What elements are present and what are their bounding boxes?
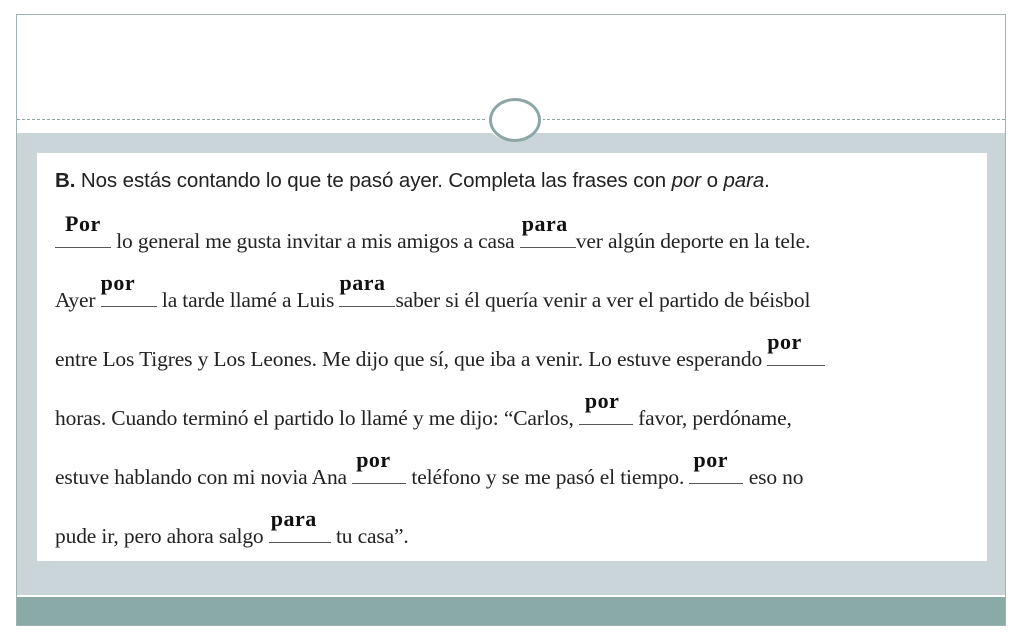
answer-blank-5[interactable] [767,329,825,366]
answer-2: para [521,211,568,236]
answer-6: por [584,388,620,413]
answer-blank-3[interactable] [100,270,157,307]
answer-7: por [356,447,391,472]
answer-4: para [339,270,386,295]
answer-5: por [767,329,802,354]
sentence-line-6: pude ir, pero ahora salgo para tu casa”. [55,506,409,548]
sentence-line-2: Ayer por la tarde llamé a Luis para saber si él quería venir a ver el partido de béisbol [55,270,811,312]
answer-blank-8[interactable] [689,447,743,484]
sentence-line-4: horas. Cuando terminó el partido lo llamé y me dijo: “Carlos, por favor, perdóname, [55,388,792,430]
answer-blank-6[interactable] [579,388,633,425]
slide [16,14,1006,626]
sentence-line-3: entre Los Tigres y Los Leones. Me dijo que sí, que iba a venir. Lo estuve esperando por [55,343,825,372]
answer-8: por [693,447,728,472]
answer-blank-7[interactable] [352,447,406,484]
answer-blank-4[interactable] [339,270,395,307]
circle-ornament-icon [489,98,541,142]
exercise-card [37,153,987,561]
answer-blank-9[interactable] [269,506,331,543]
answer-9: para [270,506,317,531]
exercise-instructions: B. Nos estás contando lo que te pasó ayer. Completa las frases con por o para. [55,169,770,192]
answer-blank-2[interactable] [520,211,576,248]
answer-3: por [100,270,136,295]
sentence-line-1: Por lo general me gusta invitar a mis amigos a casa para ver algún deporte en la tele. [55,225,810,254]
answer-1: Por [65,211,101,236]
answer-blank-1[interactable] [55,211,111,248]
exercise-letter: B. [55,169,76,192]
sentence-line-5: estuve hablando con mi novia Ana por teléfono y se me pasó el tiempo. por eso no [55,447,804,489]
footer-band [17,597,1005,625]
